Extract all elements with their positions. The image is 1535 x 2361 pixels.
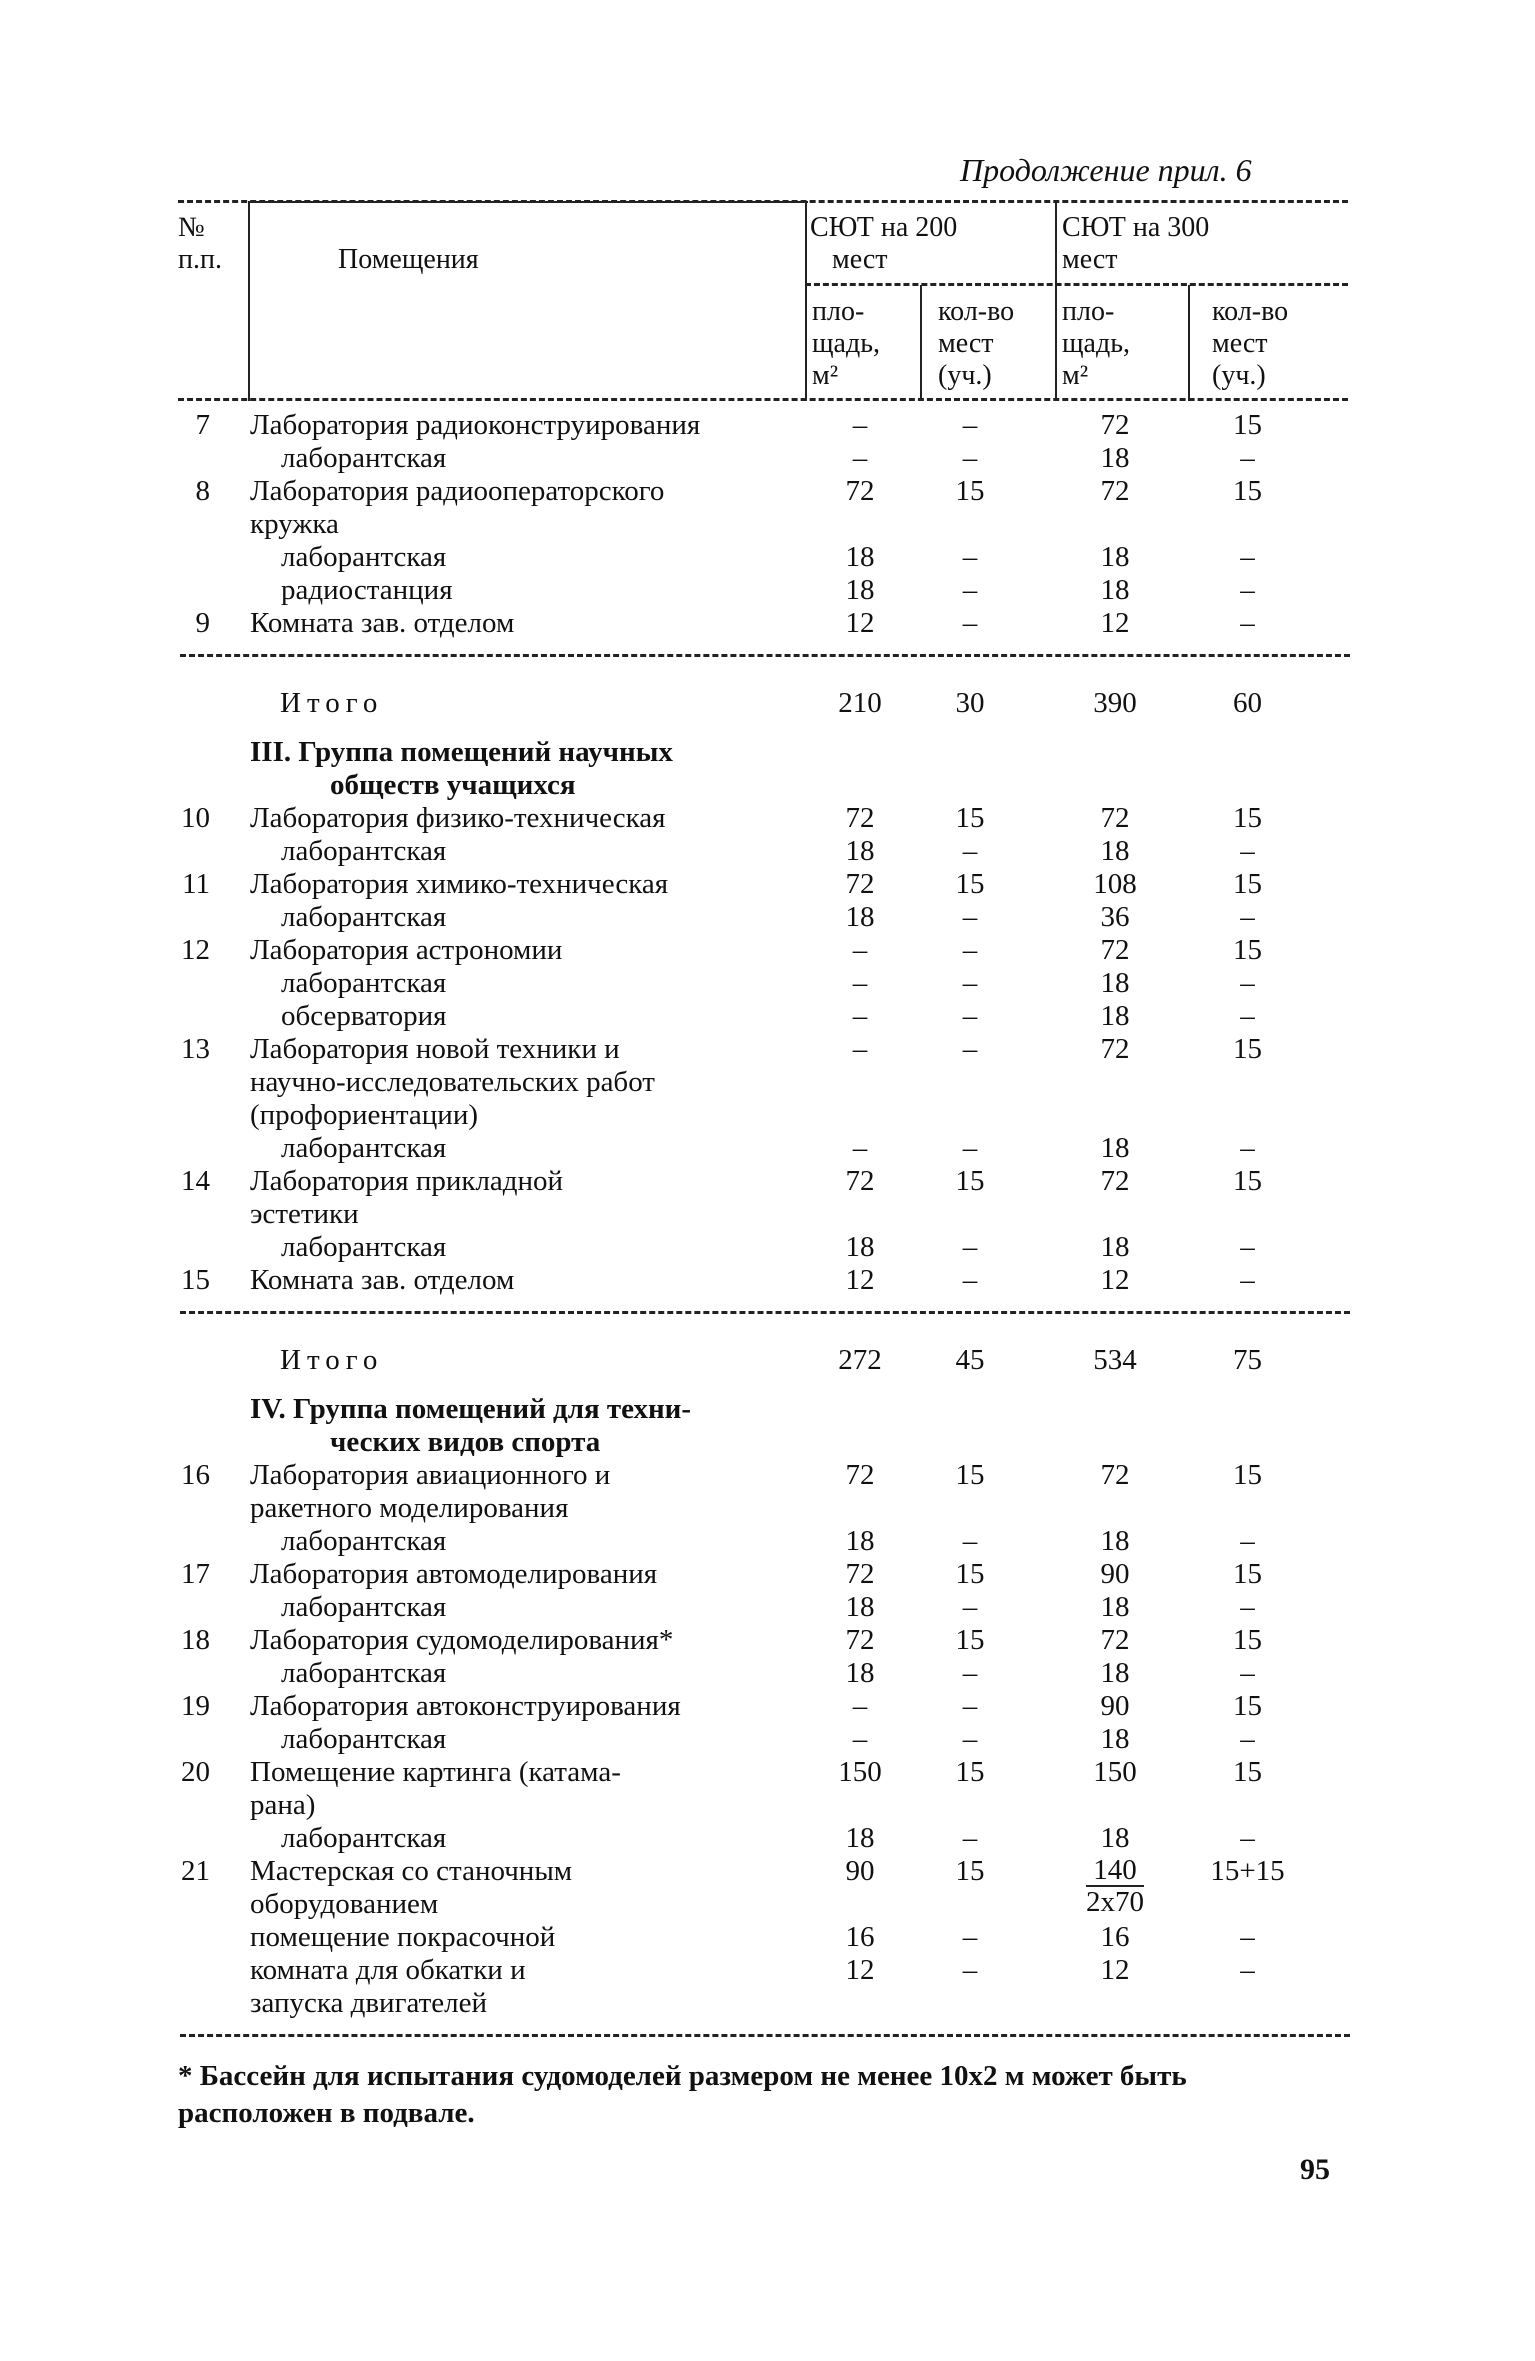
seats-300: –: [1240, 1657, 1255, 1689]
room-name: лаборантская: [281, 1132, 447, 1164]
row-number: 13: [181, 1033, 210, 1065]
room-name: III. Группа помещений научных: [250, 736, 673, 768]
seats-200: 15: [955, 1756, 985, 1788]
area-300: 18: [1100, 1657, 1130, 1689]
area-300: 72: [1100, 1459, 1130, 1491]
area-300: 18: [1100, 574, 1130, 606]
area-200: 18: [845, 1657, 875, 1689]
area-200: –: [852, 409, 868, 441]
seats-200: –: [962, 967, 978, 999]
table-row: [0, 475, 1535, 508]
header-divider: [1055, 201, 1057, 401]
seats-300: –: [1240, 1723, 1255, 1755]
area-300: 72: [1100, 802, 1130, 834]
header-area-300: пло- щадь, м²: [1062, 296, 1131, 391]
room-name: Лаборатория автомоделирования: [250, 1558, 658, 1590]
row-number: 15: [181, 1264, 210, 1296]
seats-200: 15: [955, 1558, 985, 1590]
room-name: лаборантская: [281, 541, 447, 573]
room-name: Лаборатория астрономии: [250, 934, 563, 966]
section-heading: [0, 1393, 1535, 1426]
dashed-rule: [180, 654, 1350, 657]
seats-200: 15: [955, 802, 985, 834]
seats-300: –: [1240, 1231, 1255, 1263]
seats-200: 15: [955, 1165, 985, 1197]
area-200: 272: [838, 1344, 882, 1376]
room-name: Лаборатория химико-техническая: [250, 868, 669, 900]
table-row: [0, 1000, 1535, 1033]
room-name: лаборантская: [281, 1525, 447, 1557]
table-row: [0, 802, 1535, 835]
seats-200: 15: [955, 868, 985, 900]
row-number: 16: [181, 1459, 210, 1491]
room-name: лаборантская: [281, 967, 447, 999]
header-group-200: СЮТ на 200 мест: [810, 212, 958, 275]
seats-200: –: [962, 1591, 978, 1623]
area-200: 72: [845, 1624, 875, 1656]
seats-300: –: [1240, 835, 1255, 867]
row-number: 11: [182, 868, 210, 900]
room-name: радиостанция: [281, 574, 453, 606]
area-200: 72: [845, 1165, 875, 1197]
section-divider: [0, 640, 1535, 670]
table-row: [0, 574, 1535, 607]
table-row: [0, 1987, 1535, 2020]
room-name: Лаборатория физико-техническая: [250, 802, 666, 834]
table-row: [0, 1492, 1535, 1525]
table-row: [0, 508, 1535, 541]
table-row: [0, 835, 1535, 868]
area-200: 18: [845, 1822, 875, 1854]
table-row: [0, 934, 1535, 967]
seats-300: –: [1240, 574, 1255, 606]
row-number: 8: [195, 475, 210, 507]
seats-300: 15: [1233, 409, 1262, 441]
room-name: лаборантская: [281, 442, 447, 474]
room-name: лаборантская: [281, 1591, 447, 1623]
area-200: –: [852, 1000, 868, 1032]
row-number: 20: [181, 1756, 210, 1788]
area-200: 18: [845, 1591, 875, 1623]
table-row: [0, 1756, 1535, 1789]
area-300: 150: [1093, 1756, 1137, 1788]
seats-300: 15: [1233, 868, 1262, 900]
area-300: 12: [1100, 607, 1130, 639]
table-row: [0, 1657, 1535, 1690]
total-row: [0, 1327, 1535, 1393]
header-divider: [1188, 285, 1190, 401]
seats-300: 15: [1233, 475, 1262, 507]
seats-300: 15: [1233, 1033, 1262, 1065]
area-200: 90: [845, 1855, 875, 1887]
room-name: Лаборатория автоконструирования: [250, 1690, 681, 1722]
area-200: 72: [845, 475, 875, 507]
seats-300: –: [1240, 901, 1255, 933]
row-number: 12: [181, 934, 210, 966]
seats-300: –: [1240, 1525, 1255, 1557]
footnote: * Бассейн для испытания судомоделей размером не менее 10x2 м может быть расположен в подвале.: [178, 2060, 1187, 2129]
seats-200: –: [962, 1525, 978, 1557]
room-name: лаборантская: [281, 835, 447, 867]
room-name: Лаборатория радиоконструирования: [250, 409, 701, 441]
seats-300: 15: [1233, 1756, 1262, 1788]
area-200: 72: [845, 802, 875, 834]
room-name: лаборантская: [281, 1723, 447, 1755]
table-row: [0, 1231, 1535, 1264]
seats-300: –: [1240, 967, 1255, 999]
area-300: 18: [1100, 1132, 1130, 1164]
total-row: [0, 670, 1535, 736]
seats-300: 15: [1233, 1459, 1262, 1491]
area-300: 90: [1100, 1558, 1130, 1590]
room-name: научно-исследовательских работ: [250, 1066, 655, 1098]
row-number: 14: [181, 1165, 210, 1197]
room-name: Помещение картинга (катама-: [250, 1756, 621, 1788]
area-300: 36: [1100, 901, 1130, 933]
room-name: Мастерская со станочным: [250, 1855, 573, 1887]
room-name: комната для обкатки и: [250, 1954, 526, 1986]
seats-300: –: [1240, 607, 1255, 639]
area-200: –: [852, 442, 868, 474]
seats-200: –: [962, 901, 978, 933]
area-300: 390: [1093, 687, 1137, 719]
header-group-300: СЮТ на 300 мест: [1062, 212, 1210, 275]
seats-200: –: [962, 1033, 978, 1065]
room-name: ческих видов спорта: [330, 1426, 601, 1458]
area-300: 72: [1100, 475, 1130, 507]
row-number: 9: [195, 607, 210, 639]
table-row: [0, 1624, 1535, 1657]
area-300: 72: [1100, 1624, 1130, 1656]
header-divider: [248, 201, 250, 401]
table-row: [0, 1888, 1535, 1921]
seats-200: –: [962, 1264, 978, 1296]
seats-200: 45: [955, 1344, 985, 1376]
seats-300: –: [1240, 541, 1255, 573]
header-seats-200: кол-во мест (уч.): [938, 296, 1015, 391]
room-name: обсерватория: [281, 1000, 447, 1032]
seats-200: –: [962, 1657, 978, 1689]
seats-200: –: [962, 409, 978, 441]
area-200: –: [852, 1723, 868, 1755]
row-number: 21: [181, 1855, 210, 1887]
seats-200: –: [962, 541, 978, 573]
area-200: 12: [845, 1954, 875, 1986]
area-300: 18: [1100, 967, 1130, 999]
area-300: 18: [1100, 1525, 1130, 1557]
area-300: 18: [1100, 1723, 1130, 1755]
seats-300: –: [1240, 1954, 1255, 1986]
area-200: –: [852, 1690, 868, 1722]
seats-200: 15: [955, 1459, 985, 1491]
section-heading: [0, 736, 1535, 769]
area-300: 108: [1093, 868, 1137, 900]
area-300: 72: [1100, 1033, 1130, 1065]
table-row: [0, 442, 1535, 475]
area-200: 210: [838, 687, 882, 719]
table-row: [0, 541, 1535, 574]
room-name: лаборантская: [281, 901, 447, 933]
header-bottom-rule: [178, 398, 1348, 401]
row-number: 7: [195, 409, 210, 441]
room-name: помещение покрасочной: [250, 1921, 556, 1953]
table-row: [0, 1459, 1535, 1492]
seats-300: 15+15: [1210, 1855, 1285, 1887]
seats-200: –: [962, 1231, 978, 1263]
room-name: рана): [250, 1789, 316, 1821]
seats-200: –: [962, 1954, 978, 1986]
row-number: 17: [181, 1558, 210, 1590]
area-200: 18: [845, 901, 875, 933]
area-200: –: [852, 967, 868, 999]
seats-200: 15: [955, 475, 985, 507]
table-row: [0, 1132, 1535, 1165]
area-300: 72: [1100, 409, 1130, 441]
table-row: [0, 1033, 1535, 1066]
seats-300: –: [1240, 1921, 1255, 1953]
table-row: [0, 868, 1535, 901]
room-name: лаборантская: [281, 1822, 447, 1854]
header-divider: [805, 201, 807, 401]
row-number: 18: [181, 1624, 210, 1656]
page-number: 95: [1300, 2153, 1330, 2186]
table-row: [0, 967, 1535, 1000]
header-top-solid-rule: [248, 201, 808, 203]
area-200: –: [852, 1132, 868, 1164]
seats-200: 15: [955, 1624, 985, 1656]
area-300: 12: [1100, 1264, 1130, 1296]
area-200: 18: [845, 1231, 875, 1263]
table-body: [0, 409, 1535, 2050]
area-200: 18: [845, 835, 875, 867]
dashed-rule: [180, 1311, 1350, 1314]
seats-300: –: [1240, 1264, 1255, 1296]
room-name: ракетного моделирования: [250, 1492, 569, 1524]
room-name: запуска двигателей: [250, 1987, 487, 2019]
fraction-denominator: 2x70: [1086, 1886, 1144, 1918]
seats-300: –: [1240, 1132, 1255, 1164]
area-300: 16: [1100, 1921, 1130, 1953]
seats-200: –: [962, 934, 978, 966]
room-name: IV. Группа помещений для техни-: [250, 1393, 692, 1425]
area-200: 18: [845, 1525, 875, 1557]
table-row: [0, 901, 1535, 934]
seats-300: 15: [1233, 1690, 1262, 1722]
room-name: лаборантская: [281, 1231, 447, 1263]
table-row: [0, 1165, 1535, 1198]
area-300: 12: [1100, 1954, 1130, 1986]
seats-200: 30: [955, 687, 985, 719]
seats-200: –: [962, 574, 978, 606]
area-300: 18: [1100, 1231, 1130, 1263]
table-row: [0, 1789, 1535, 1822]
area-200: –: [852, 1033, 868, 1065]
area-200: 72: [845, 1558, 875, 1590]
section-divider: [0, 1297, 1535, 1327]
area-200: 18: [845, 541, 875, 573]
table-row: [0, 1921, 1535, 1954]
area-200: 12: [845, 607, 875, 639]
table-row: [0, 1591, 1535, 1624]
area-300: 72: [1100, 1165, 1130, 1197]
room-name: Итого: [280, 1344, 384, 1376]
room-name: оборудованием: [250, 1888, 439, 1920]
section-divider: [0, 2020, 1535, 2050]
seats-300: 15: [1233, 1624, 1262, 1656]
section-heading: [0, 1426, 1535, 1459]
area-200: 12: [845, 1264, 875, 1296]
seats-200: –: [962, 1000, 978, 1032]
seats-300: –: [1240, 442, 1255, 474]
seats-200: –: [962, 1921, 978, 1953]
area-300: 18: [1100, 1591, 1130, 1623]
area-300: 90: [1100, 1690, 1130, 1722]
area-200: 150: [838, 1756, 882, 1788]
seats-200: –: [962, 1822, 978, 1854]
dashed-rule: [180, 2034, 1350, 2037]
area-300: 18: [1100, 835, 1130, 867]
room-name: Лаборатория прикладной: [250, 1165, 564, 1197]
row-number: 19: [181, 1690, 210, 1722]
room-name: Лаборатория новой техники и: [250, 1033, 620, 1065]
header-divider: [920, 285, 922, 401]
area-300: 18: [1100, 541, 1130, 573]
table-row: [0, 1954, 1535, 1987]
seats-300: –: [1240, 1591, 1255, 1623]
table-row: [0, 1198, 1535, 1231]
table-row: [0, 1264, 1535, 1297]
header-rooms: Помещения: [338, 244, 479, 275]
area-200: –: [852, 934, 868, 966]
seats-200: –: [962, 1723, 978, 1755]
seats-200: –: [962, 835, 978, 867]
header-num: № п.п.: [178, 212, 222, 275]
seats-300: 15: [1233, 1165, 1262, 1197]
table-row: [0, 1723, 1535, 1756]
table-row: [0, 1099, 1535, 1132]
seats-300: 15: [1233, 1558, 1262, 1590]
area-300: 18: [1100, 1822, 1130, 1854]
seats-300: 15: [1233, 934, 1262, 966]
area-300: 18: [1100, 442, 1130, 474]
table-row: [0, 409, 1535, 442]
area-200: 72: [845, 868, 875, 900]
area-200: 16: [845, 1921, 875, 1953]
room-name: Комната зав. отделом: [250, 1264, 515, 1296]
room-name: обществ учащихся: [330, 769, 576, 801]
room-name: эстетики: [250, 1198, 359, 1230]
header-area-200: пло- щадь, м²: [812, 296, 881, 391]
seats-300: 15: [1233, 802, 1262, 834]
table-row: [0, 1690, 1535, 1723]
seats-300: –: [1240, 1822, 1255, 1854]
area-300: 534: [1093, 1344, 1137, 1376]
seats-200: 15: [955, 1855, 985, 1887]
room-name: Комната зав. отделом: [250, 607, 515, 639]
room-name: Лаборатория авиационного и: [250, 1459, 611, 1491]
fraction-numerator: 140: [1086, 1855, 1144, 1887]
seats-300: 60: [1233, 687, 1262, 719]
seats-200: –: [962, 442, 978, 474]
room-name: кружка: [250, 508, 339, 540]
area-300: 72: [1100, 934, 1130, 966]
table-row: [0, 1558, 1535, 1591]
room-name: Лаборатория радиооператорского: [250, 475, 665, 507]
seats-200: –: [962, 1690, 978, 1722]
header-seats-300: кол-во мест (уч.): [1212, 296, 1289, 391]
seats-200: –: [962, 607, 978, 639]
seats-300: 75: [1233, 1344, 1262, 1376]
room-name: лаборантская: [281, 1657, 447, 1689]
seats-200: –: [962, 1132, 978, 1164]
table-row: [0, 607, 1535, 640]
area-300: 18: [1100, 1000, 1130, 1032]
section-heading: [0, 769, 1535, 802]
table-row: [0, 1822, 1535, 1855]
area-200: 72: [845, 1459, 875, 1491]
room-name: Лаборатория судомоделирования*: [250, 1624, 674, 1656]
area-200: 18: [845, 574, 875, 606]
room-name: (профориентации): [250, 1099, 478, 1131]
seats-300: –: [1240, 1000, 1255, 1032]
header-mid-rule: [805, 283, 1348, 286]
table-row: [0, 1066, 1535, 1099]
table-row: [0, 1525, 1535, 1558]
room-name: Итого: [280, 687, 384, 719]
continuation-caption: Продолжение прил. 6: [960, 152, 1252, 188]
row-number: 10: [181, 802, 210, 834]
